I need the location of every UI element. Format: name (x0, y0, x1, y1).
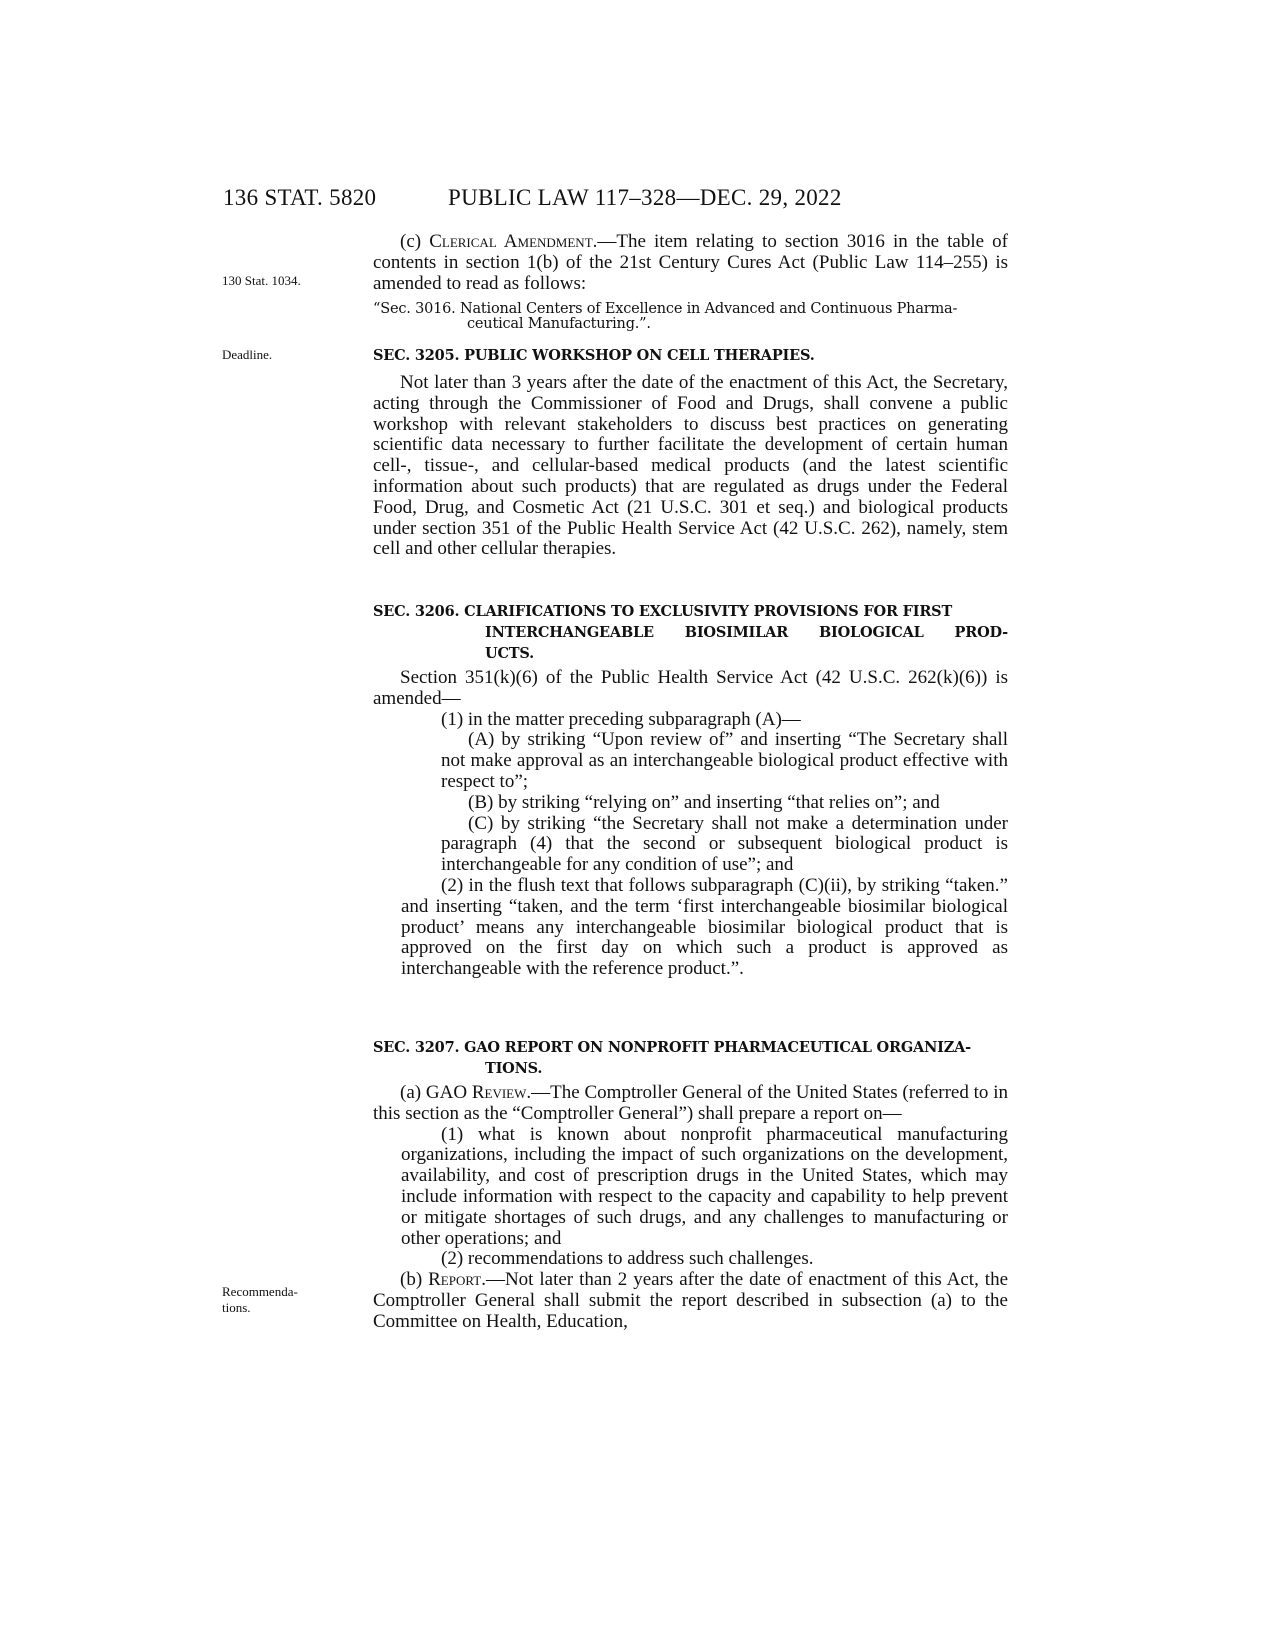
sec-3207-para-2: (2) recommendations to address such challenges. (441, 1248, 814, 1270)
margin-note-deadline: Deadline. (222, 347, 273, 362)
sec-3205-body (373, 373, 1008, 560)
sec-3206-para-2: (2) in the flush text that follows subparagraph (C)(ii), by striking “taken.” and inserting “taken, and the term ‘first interchangeable biosimilar biological product’ means any interchangeable biosimilar biological product that is approved on the first day on which such a product is approved as interchangeable with the reference product.”. (401, 874, 1008, 980)
margin-note-stat-ref: 130 Stat. 1034. (222, 273, 301, 288)
toc-quote-line-1: “Sec. 3016. National Centers of Excellence in Advanced and Continuous Pharma- (373, 301, 958, 317)
sec-3206-para-a: (A) by striking “Upon review of” and inserting “The Secretary shall not make approval as an interchangeable biological product effective with respect to”; (441, 729, 1008, 792)
sec-3206-para-b: (B) by striking “relying on” and inserting “that relies on”; and (468, 791, 940, 813)
clerical-heading: Clerical Amendment (429, 231, 593, 252)
sec-3205-heading: SEC. 3205. PUBLIC WORKSHOP ON CELL THERAPIES. (373, 347, 815, 364)
toc-quote (373, 302, 1008, 332)
subsection-b-dash: .— (481, 1269, 505, 1291)
clerical-dash: .— (592, 231, 617, 252)
toc-quote-line-2: ceutical Manufacturing.”. (467, 316, 651, 332)
subsection-a-heading: GAO Review (425, 1082, 527, 1103)
subsection-b-heading: Report (428, 1269, 482, 1291)
clerical-text: The item relating to section 3016 in the table of contents in section 1(b) of the 21st Century Cures Act (Public Law 114–255) is amended to read as follows: (373, 231, 1008, 294)
sec-3205-text: Not later than 3 years after the date of the enactment of this Act, the Secretary, acting through the Commissioner of Food and Drugs, shall convene a public workshop with relevant stakeholders to discuss best practices on generating scientific data necessary to further facilitate the development of certain human cell-, tissue-, and cellular-based medical products (and the latest scientific information about such products) that are regulated as drugs under the Federal Food, Drug, and Cosmetic Act (21 U.S.C. 301 et seq.) and biological products under section 351 of the Public Health Service Act (42 U.S.C. 262), namely, stem cell and other cellular therapies. (373, 372, 1008, 560)
sec-3207-heading-line-1: SEC. 3207. GAO REPORT ON NONPROFIT PHARMACEUTICAL ORGANIZA- (373, 1039, 971, 1056)
sec-3207-heading-line-2: TIONS. (485, 1060, 543, 1077)
clerical-amendment (373, 232, 1008, 294)
sec-3207-para-1: (1) what is known about nonprofit pharmaceutical manufacturing organizations, including the impact of such organizations on the development, availability, and cost of prescription drugs in the United States, which may include information with respect to the capacity and capability to help prevent or mitigate shortages of such drugs, and any challenges to manufacturing or other operations; and (401, 1123, 1008, 1249)
sec-3207-subsection-b (373, 1270, 1008, 1332)
sec-3207-heading (373, 1037, 1008, 1079)
law-title-header: PUBLIC LAW 117–328—DEC. 29, 2022 (448, 185, 842, 210)
sec-3206-heading-line-3: UCTS. (485, 645, 534, 662)
sec-3206-para-1: (1) in the matter preceding subparagraph (A)— (441, 708, 801, 730)
subsection-b-text: Not later than 2 years after the date of enactment of this Act, the Comptroller General shall submit the report described in subsection (a) to the Committee on Health, Education, (373, 1269, 1008, 1332)
stat-page-number: 136 STAT. 5820 (223, 185, 377, 210)
margin-note-recommendations: Recommenda- tions. (222, 1284, 298, 1315)
sec-3206-heading-line-1: SEC. 3206. CLARIFICATIONS TO EXCLUSIVITY PROVISIONS FOR FIRST (373, 603, 953, 620)
sec-3207-subsection-a (373, 1083, 1008, 1125)
sec-3207-body (373, 1083, 1008, 1333)
subsection-a-dash: .— (526, 1082, 551, 1103)
clerical-enum: (c) (400, 231, 430, 252)
sec-3206-intro: Section 351(k)(6) of the Public Health Service Act (42 U.S.C. 262(k)(6)) is amended— (373, 667, 1008, 709)
sec-3206-para-c: (C) by striking “the Secretary shall not make a determination under paragraph (4) that the second or subsequent biological product is interchangeable for any condition of use”; and (441, 812, 1008, 876)
sec-3206-body (373, 668, 1008, 980)
subsection-a-text: The Comptroller General of the United States (referred to in this section as the “Comptroller General”) shall prepare a report on— (373, 1082, 1008, 1124)
sec-3206-heading-line-2: INTERCHANGEABLE BIOSIMILAR BIOLOGICAL PROD- (485, 624, 1008, 641)
subsection-b-enum: (b) (400, 1269, 429, 1291)
sec-3206-heading (373, 601, 1008, 664)
subsection-a-enum: (a) (400, 1082, 426, 1103)
